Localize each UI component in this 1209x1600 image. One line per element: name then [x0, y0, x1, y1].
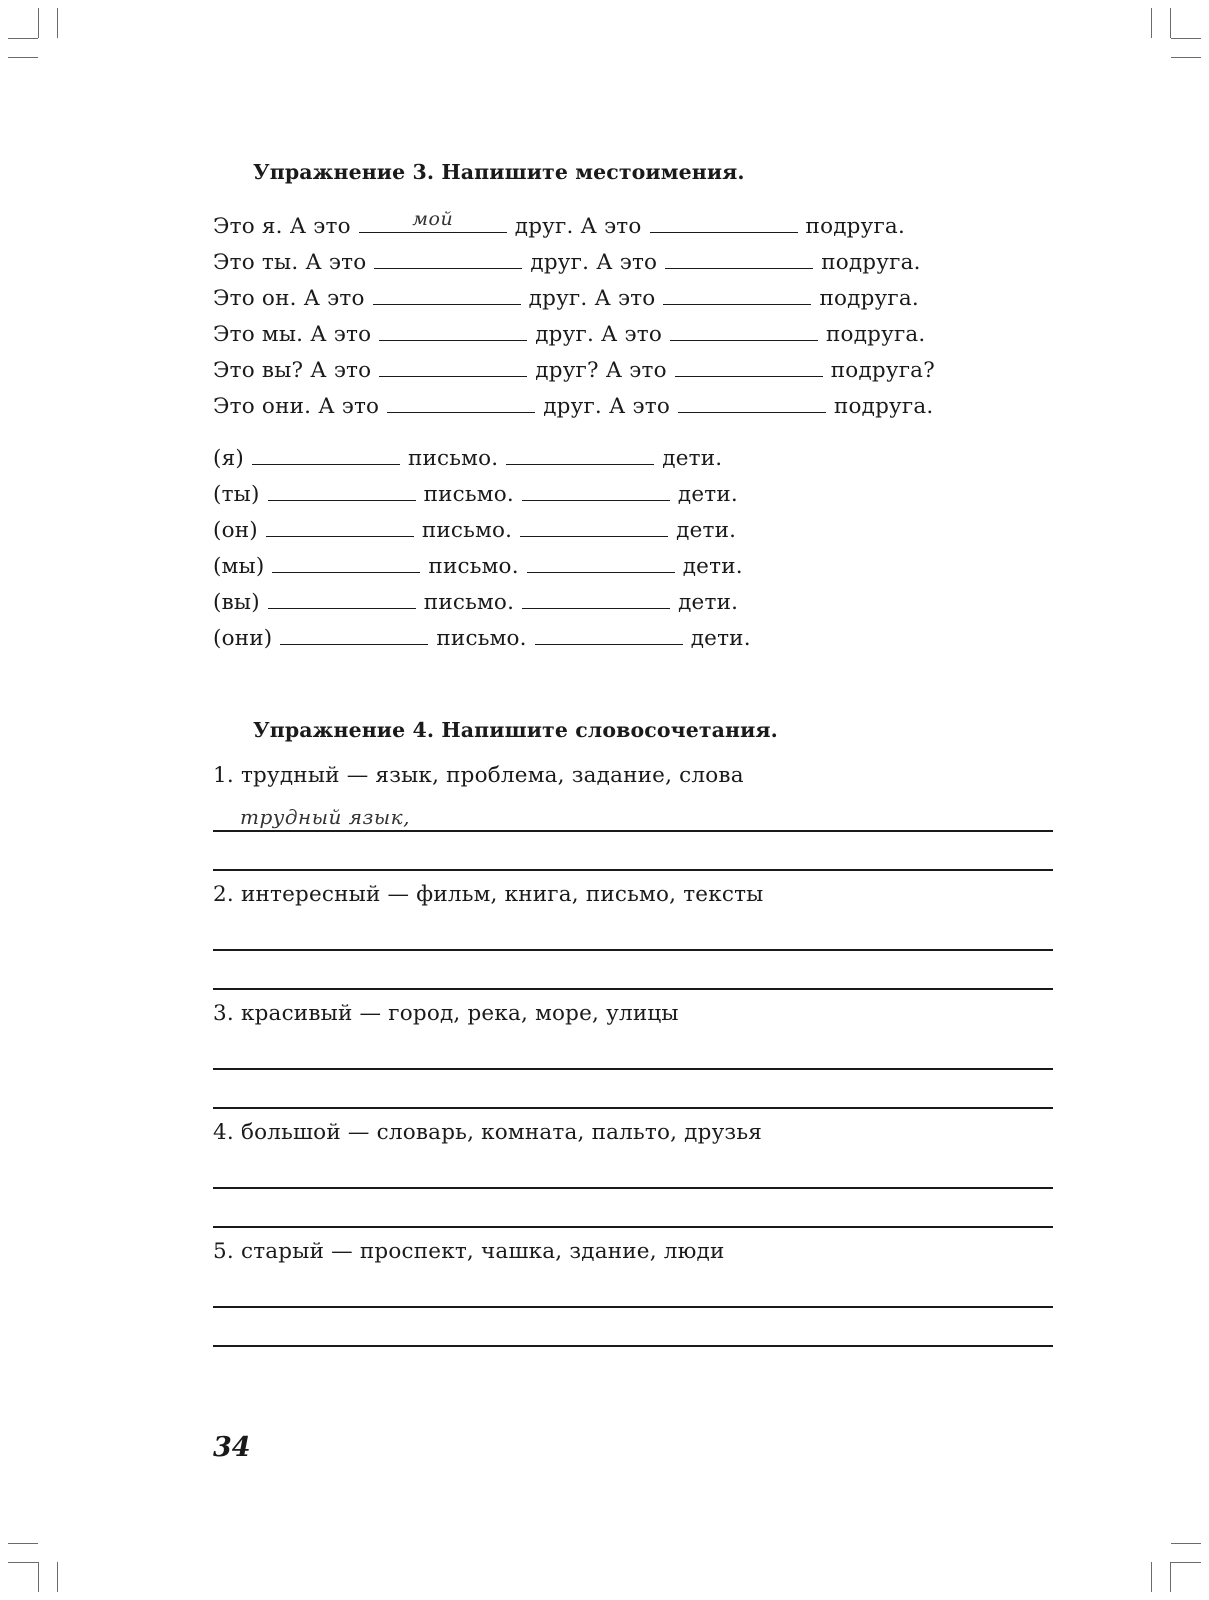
exercise3-row2 [213, 588, 738, 615]
exercise3-row [213, 356, 935, 383]
crop-mark [1171, 38, 1201, 39]
answer-blank[interactable] [379, 320, 527, 341]
row-text: подруга? [830, 358, 935, 383]
answer-blank[interactable] [665, 248, 813, 269]
row-text: Это они. А это [213, 394, 380, 419]
answer-blank[interactable] [268, 480, 416, 501]
row-text: подруга. [805, 214, 905, 239]
writing-line[interactable] [213, 869, 1053, 871]
answer-blank[interactable] [520, 516, 668, 537]
row-text: письмо. [407, 446, 499, 471]
answer-blank[interactable] [506, 444, 654, 465]
answer-blank[interactable] [266, 516, 414, 537]
exercise3-row2 [213, 552, 743, 579]
row-text: Это мы. А это [213, 322, 372, 347]
answer-blank[interactable] [373, 284, 521, 305]
answer-blank[interactable] [522, 588, 670, 609]
row-text: дети. [676, 518, 737, 543]
exercise4-item: 3. красивый — город, река, море, улицы [213, 1001, 679, 1026]
crop-mark [38, 1562, 39, 1592]
crop-mark [1171, 57, 1201, 58]
crop-mark [1171, 1562, 1201, 1563]
row-text: Это ты. А это [213, 250, 367, 275]
writing-line[interactable] [213, 949, 1053, 951]
writing-line[interactable] [213, 1107, 1053, 1109]
crop-mark [1151, 8, 1152, 38]
crop-mark [8, 38, 38, 39]
crop-mark [57, 1562, 58, 1592]
answer-blank[interactable] [670, 320, 818, 341]
row-text: подруга. [826, 322, 926, 347]
answer-blank[interactable] [650, 212, 798, 233]
crop-mark [38, 8, 39, 38]
row-text: Это вы? А это [213, 358, 372, 383]
writing-line[interactable] [213, 1345, 1053, 1347]
page-number: 34 [213, 1432, 251, 1463]
row-text: письмо. [423, 590, 515, 615]
row-text: дети. [677, 482, 738, 507]
row-text: (я) [213, 446, 244, 471]
answer-blank[interactable] [663, 284, 811, 305]
answer-blank[interactable] [527, 552, 675, 573]
writing-line[interactable] [213, 988, 1053, 990]
crop-mark [1151, 1562, 1152, 1592]
crop-mark [1170, 8, 1171, 38]
answer-blank[interactable] [272, 552, 420, 573]
exercise4-item: 4. большой — словарь, комната, пальто, друзья [213, 1120, 763, 1145]
exercise4-item: 1. трудный — язык, проблема, задание, слова [213, 763, 744, 788]
row-text: друг? А это [535, 358, 667, 383]
exercise3-title: Упражнение 3. Напишите местоимения. [253, 160, 745, 184]
exercise3-row [213, 320, 925, 347]
exercise3-row2 [213, 444, 722, 471]
row-text: дети. [682, 554, 743, 579]
answer-blank[interactable] [252, 444, 400, 465]
crop-mark [8, 1543, 38, 1544]
row-text: подруга. [819, 286, 919, 311]
row-text: письмо. [436, 626, 527, 651]
exercise4-item: 5. старый — проспект, чашка, здание, люди [213, 1239, 725, 1264]
row-text: Это он. А это [213, 286, 365, 311]
answer-blank[interactable] [387, 392, 535, 413]
crop-mark [8, 1562, 38, 1563]
answer-blank[interactable] [522, 480, 670, 501]
crop-mark [1170, 1562, 1171, 1592]
row-text: друг. А это [530, 250, 658, 275]
row-text: дети. [662, 446, 723, 471]
row-text: дети. [678, 590, 739, 615]
answer-blank[interactable] [359, 208, 507, 233]
row-text: (мы) [213, 554, 265, 579]
writing-line[interactable] [213, 1226, 1053, 1228]
row-text: (он) [213, 518, 258, 543]
answer-blank[interactable] [379, 356, 527, 377]
crop-mark [57, 8, 58, 38]
row-text: друг. А это [514, 214, 642, 239]
crop-mark [8, 57, 38, 58]
writing-line[interactable] [213, 1187, 1053, 1189]
row-text: письмо. [428, 554, 519, 579]
exercise3-row2 [213, 624, 751, 651]
row-text: друг. А это [528, 286, 656, 311]
handwritten-sample: трудный язык, [240, 805, 410, 829]
exercise3-row2 [213, 516, 736, 543]
exercise3-row [213, 248, 921, 275]
writing-line[interactable] [213, 1306, 1053, 1308]
row-text: письмо. [421, 518, 513, 543]
answer-blank[interactable] [535, 624, 683, 645]
answer-blank[interactable] [280, 624, 428, 645]
row-text: друг. А это [543, 394, 670, 419]
row-text: (они) [213, 626, 273, 651]
answer-blank[interactable] [678, 392, 826, 413]
row-text: (ты) [213, 482, 260, 507]
crop-mark [1171, 1543, 1201, 1544]
row-text: письмо. [423, 482, 514, 507]
row-text: Это я. А это [213, 214, 351, 239]
exercise3-row [213, 284, 919, 311]
row-text: подруга. [821, 250, 921, 275]
exercise4-item: 2. интересный — фильм, книга, письмо, тексты [213, 882, 764, 907]
exercise3-row2 [213, 480, 738, 507]
answer-blank[interactable] [675, 356, 823, 377]
writing-line[interactable] [213, 830, 1053, 832]
handwritten-answer: мой [412, 208, 454, 230]
row-text: друг. А это [535, 322, 663, 347]
row-text: (вы) [213, 590, 260, 615]
writing-line[interactable] [213, 1068, 1053, 1070]
answer-blank[interactable] [374, 248, 522, 269]
row-text: подруга. [833, 394, 934, 419]
exercise3-row [213, 392, 933, 419]
answer-blank[interactable] [268, 588, 416, 609]
exercise4-title: Упражнение 4. Напишите словосочетания. [253, 718, 778, 742]
exercise3-row [213, 208, 905, 239]
row-text: дети. [690, 626, 751, 651]
